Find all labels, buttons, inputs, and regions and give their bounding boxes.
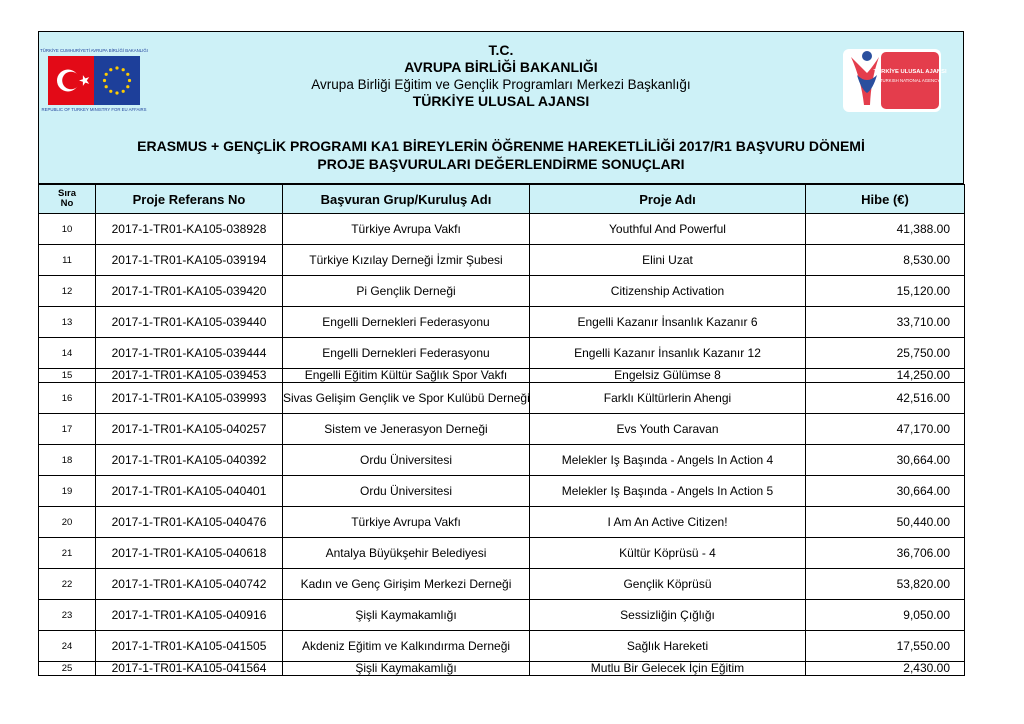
cell-project-name: Engelli Kazanır İnsanlık Kazanır 6 (530, 307, 806, 338)
column-header-sira-no (39, 185, 96, 214)
cell-sira-no: 19 (39, 476, 96, 507)
cell-reference-no: 2017-1-TR01-KA105-040257 (96, 414, 283, 445)
cell-grant-amount: 8,530.00 (806, 245, 965, 276)
column-header-reference: Proje Referans No (96, 185, 283, 214)
header-line-center: Avrupa Birliği Eğitim ve Gençlik Programları Merkezi Başkanlığı (311, 77, 691, 92)
cell-reference-no: 2017-1-TR01-KA105-040401 (96, 476, 283, 507)
cell-grant-amount: 36,706.00 (806, 538, 965, 569)
cell-reference-no: 2017-1-TR01-KA105-041505 (96, 631, 283, 662)
cell-organization: Ordu Üniversitesi (283, 476, 530, 507)
cell-organization: Ordu Üniversitesi (283, 445, 530, 476)
cell-project-name: Farklı Kültürlerin Ahengi (530, 383, 806, 414)
cell-project-name: Sessizliğin Çığlığı (530, 600, 806, 631)
cell-grant-amount: 14,250.00 (806, 369, 965, 383)
cell-sira-no: 23 (39, 600, 96, 631)
cell-grant-amount: 30,664.00 (806, 476, 965, 507)
cell-project-name: Citizenship Activation (530, 276, 806, 307)
cell-organization: Engelli Eğitim Kültür Sağlık Spor Vakfı (283, 369, 530, 383)
table-row (39, 662, 965, 676)
cell-reference-no: 2017-1-TR01-KA105-039194 (96, 245, 283, 276)
table-row (39, 414, 965, 445)
cell-grant-amount: 25,750.00 (806, 338, 965, 369)
cell-project-name: Gençlik Köprüsü (530, 569, 806, 600)
cell-grant-amount: 9,050.00 (806, 600, 965, 631)
cell-sira-no: 18 (39, 445, 96, 476)
cell-sira-no: 24 (39, 631, 96, 662)
cell-reference-no: 2017-1-TR01-KA105-040742 (96, 569, 283, 600)
cell-sira-no: 15 (39, 369, 96, 383)
document-sheet (38, 31, 964, 676)
table-row (39, 338, 965, 369)
cell-grant-amount: 47,170.00 (806, 414, 965, 445)
cell-organization: Türkiye Kızılay Derneği İzmir Şubesi (283, 245, 530, 276)
cell-organization: Akdeniz Eğitim ve Kalkındırma Derneği (283, 631, 530, 662)
cell-sira-no: 10 (39, 214, 96, 245)
table-row (39, 214, 965, 245)
cell-sira-no: 14 (39, 338, 96, 369)
cell-project-name: Engelsiz Gülümse 8 (530, 369, 806, 383)
cell-sira-no: 11 (39, 245, 96, 276)
cell-sira-no: 22 (39, 569, 96, 600)
cell-sira-no: 17 (39, 414, 96, 445)
table-row (39, 476, 965, 507)
cell-project-name: Melekler Iş Başında - Angels In Action 5 (530, 476, 806, 507)
cell-reference-no: 2017-1-TR01-KA105-040476 (96, 507, 283, 538)
cell-organization: Türkiye Avrupa Vakfı (283, 214, 530, 245)
cell-project-name: Mutlu Bir Gelecek İçin Eğitim (530, 662, 806, 676)
table-row (39, 245, 965, 276)
table-row (39, 631, 965, 662)
table-row (39, 369, 965, 383)
cell-reference-no: 2017-1-TR01-KA105-040392 (96, 445, 283, 476)
cell-reference-no: 2017-1-TR01-KA105-039453 (96, 369, 283, 383)
cell-project-name: Kültür Köprüsü - 4 (530, 538, 806, 569)
table-row (39, 307, 965, 338)
cell-grant-amount: 2,430.00 (806, 662, 965, 676)
cell-project-name: Sağlık Hareketi (530, 631, 806, 662)
cell-organization: Engelli Dernekleri Federasyonu (283, 307, 530, 338)
results-table (38, 184, 965, 676)
cell-grant-amount: 33,710.00 (806, 307, 965, 338)
cell-project-name: Engelli Kazanır İnsanlık Kazanır 12 (530, 338, 806, 369)
cell-organization: Türkiye Avrupa Vakfı (283, 507, 530, 538)
table-header-row (39, 185, 965, 214)
header-line-ministry: AVRUPA BİRLİĞİ BAKANLIĞI (404, 59, 598, 75)
sira-label: Sıra (58, 188, 76, 199)
cell-sira-no: 12 (39, 276, 96, 307)
cell-organization: Şişli Kaymakamlığı (283, 600, 530, 631)
cell-reference-no: 2017-1-TR01-KA105-039440 (96, 307, 283, 338)
cell-sira-no: 13 (39, 307, 96, 338)
table-body (39, 214, 965, 676)
cell-organization: Sivas Gelişim Gençlik ve Spor Kulübü Derneği (283, 383, 530, 414)
table-row (39, 383, 965, 414)
subtitle-block (39, 137, 963, 173)
column-header-project: Proje Adı (530, 185, 806, 214)
logo-right-line1: TÜRKİYE ULUSAL AJANSI (873, 69, 947, 75)
subtitle-results: PROJE BAŞVURULARI DEĞERLENDİRME SONUÇLARI (317, 156, 685, 172)
cell-reference-no: 2017-1-TR01-KA105-040618 (96, 538, 283, 569)
column-header-grant: Hibe (€) (806, 185, 965, 214)
cell-project-name: Youthful And Powerful (530, 214, 806, 245)
cell-reference-no: 2017-1-TR01-KA105-039420 (96, 276, 283, 307)
no-label: No (60, 198, 74, 209)
table-row (39, 569, 965, 600)
subtitle-programme: ERASMUS + GENÇLİK PROGRAMI KA1 BİREYLERİN ÖĞRENME HAREKETLİLİĞİ 2017/R1 BAŞVURU DÖNEMİ (137, 138, 865, 154)
cell-organization: Pi Gençlik Derneği (283, 276, 530, 307)
table-row (39, 445, 965, 476)
header-line-tc: T.C. (488, 42, 514, 58)
table-row (39, 507, 965, 538)
cell-grant-amount: 41,388.00 (806, 214, 965, 245)
column-header-organization: Başvuran Grup/Kuruluş Adı (283, 185, 530, 214)
table-row (39, 276, 965, 307)
cell-organization: Kadın ve Genç Girişim Merkezi Derneği (283, 569, 530, 600)
cell-reference-no: 2017-1-TR01-KA105-038928 (96, 214, 283, 245)
cell-project-name: Elini Uzat (530, 245, 806, 276)
table-row (39, 600, 965, 631)
cell-organization: Engelli Dernekleri Federasyonu (283, 338, 530, 369)
cell-grant-amount: 50,440.00 (806, 507, 965, 538)
cell-grant-amount: 42,516.00 (806, 383, 965, 414)
cell-reference-no: 2017-1-TR01-KA105-039444 (96, 338, 283, 369)
cell-reference-no: 2017-1-TR01-KA105-039993 (96, 383, 283, 414)
cell-sira-no: 21 (39, 538, 96, 569)
cell-project-name: I Am An Active Citizen! (530, 507, 806, 538)
cell-grant-amount: 30,664.00 (806, 445, 965, 476)
cell-project-name: Evs Youth Caravan (530, 414, 806, 445)
cell-sira-no: 20 (39, 507, 96, 538)
cell-grant-amount: 17,550.00 (806, 631, 965, 662)
cell-sira-no: 16 (39, 383, 96, 414)
header-line-agency: TÜRKİYE ULUSAL AJANSI (412, 93, 590, 109)
document-header (38, 31, 964, 184)
cell-project-name: Melekler Iş Başında - Angels In Action 4 (530, 445, 806, 476)
cell-organization: Şişli Kaymakamlığı (283, 662, 530, 676)
cell-grant-amount: 15,120.00 (806, 276, 965, 307)
cell-grant-amount: 53,820.00 (806, 569, 965, 600)
cell-reference-no: 2017-1-TR01-KA105-041564 (96, 662, 283, 676)
turkish-national-agency-logo (843, 49, 947, 112)
table-row (39, 538, 965, 569)
logo-left-top-text: TÜRKİYE CUMHURİYETİ AVRUPA BİRLİĞİ BAKANLIĞI (40, 48, 148, 53)
cell-organization: Antalya Büyükşehir Belediyesi (283, 538, 530, 569)
cell-organization: Sistem ve Jenerasyon Derneği (283, 414, 530, 445)
title-block (39, 42, 963, 110)
logo-right-line2: TURKISH NATIONAL AGENCY (879, 78, 941, 83)
cell-reference-no: 2017-1-TR01-KA105-040916 (96, 600, 283, 631)
logo-left-bottom-text: REPUBLIC OF TURKEY MINISTRY FOR EU AFFAIRS (41, 107, 147, 112)
cell-sira-no: 25 (39, 662, 96, 676)
